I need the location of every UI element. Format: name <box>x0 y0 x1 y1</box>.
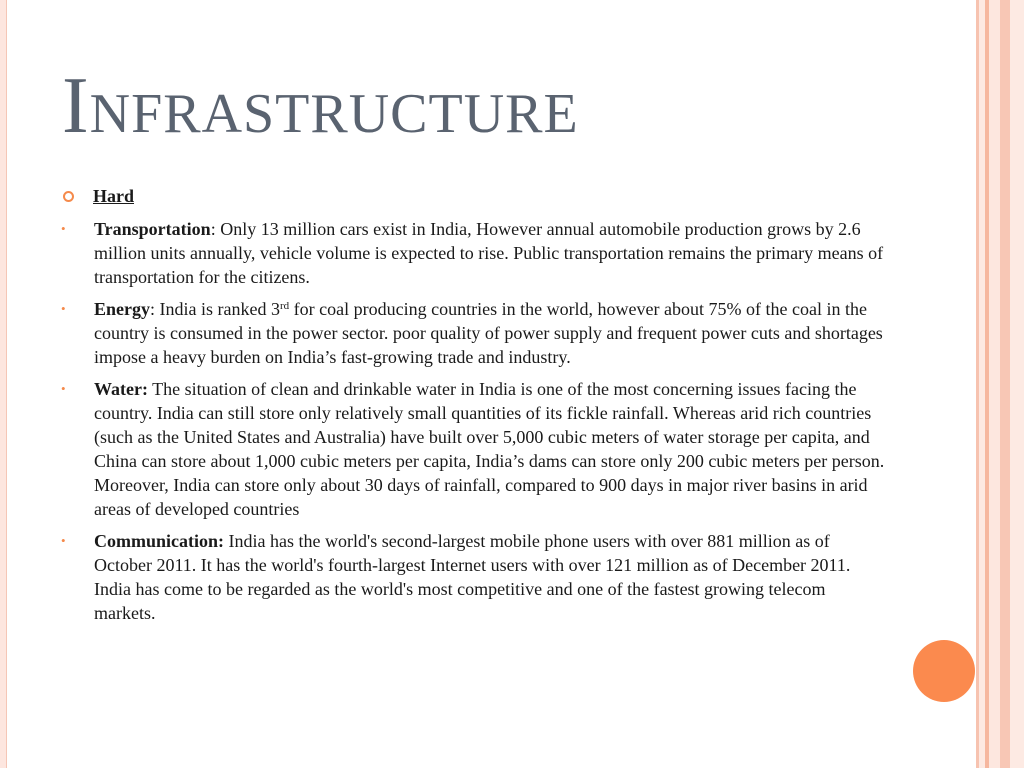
dot-bullet-icon: • <box>61 301 66 316</box>
list-item-water <box>60 377 890 521</box>
stripe <box>1010 0 1024 768</box>
item-text: : India is ranked 3 <box>150 299 280 319</box>
item-text: for coal producing countries in the world, however about 75% of the coal in the country is consumed in the power sector. poor quality of power supply and frequent power cuts and shortages impose a heavy burden on India’s fast-growing trade and industry. <box>94 299 883 367</box>
dot-bullet-icon: • <box>61 533 66 548</box>
item-label: Water: <box>94 379 148 399</box>
superscript: rd <box>279 300 290 312</box>
decorative-stripes <box>976 0 1024 768</box>
item-label: Transportation <box>94 219 211 239</box>
item-text: India has the world's second-largest mobile phone users with over 881 million as of October 2011. It has the world's fourth-largest Internet users with over 121 million as of December 2011. India has come to be regarded as the world's most competitive and one of the fastest growing telecom markets. <box>94 531 851 623</box>
left-border <box>0 0 7 768</box>
list-item-communication <box>60 529 890 625</box>
decorative-circle <box>913 640 975 702</box>
ring-bullet-icon <box>63 191 74 202</box>
slide-title: Infrastructure <box>62 62 579 150</box>
dot-bullet-icon: • <box>61 381 66 396</box>
stripe <box>989 0 1000 768</box>
slide-content <box>60 184 890 633</box>
subheading-text: Hard <box>93 186 135 206</box>
item-label: Communication: <box>94 531 224 551</box>
item-text: The situation of clean and drinkable water in India is one of the most concerning issues facing the country. India can still store only relatively small quantities of its fickle rainfall. Whereas arid rich countries (such as the United States and Australia) have built over 5,000 cubic meters of water storage per capita, and China can store about 1,000 cubic meters per capita, India’s dams can store only 200 cubic meters per person. Moreover, India can store only about 30 days of rainfall, compared to 900 days in major river basins in arid areas of developed countries <box>94 379 885 519</box>
list-item-transportation <box>60 217 890 289</box>
list-item-energy <box>60 297 890 369</box>
dot-bullet-icon: • <box>61 221 66 236</box>
subheading <box>60 184 890 208</box>
stripe <box>1000 0 1010 768</box>
item-text: : Only 13 million cars exist in India, However annual automobile production grows by 2.6 million units annually, vehicle volume is expected to rise. Public transportation remains the primary means of transportation for the citizens. <box>94 219 884 287</box>
item-label: Energy <box>94 299 150 319</box>
